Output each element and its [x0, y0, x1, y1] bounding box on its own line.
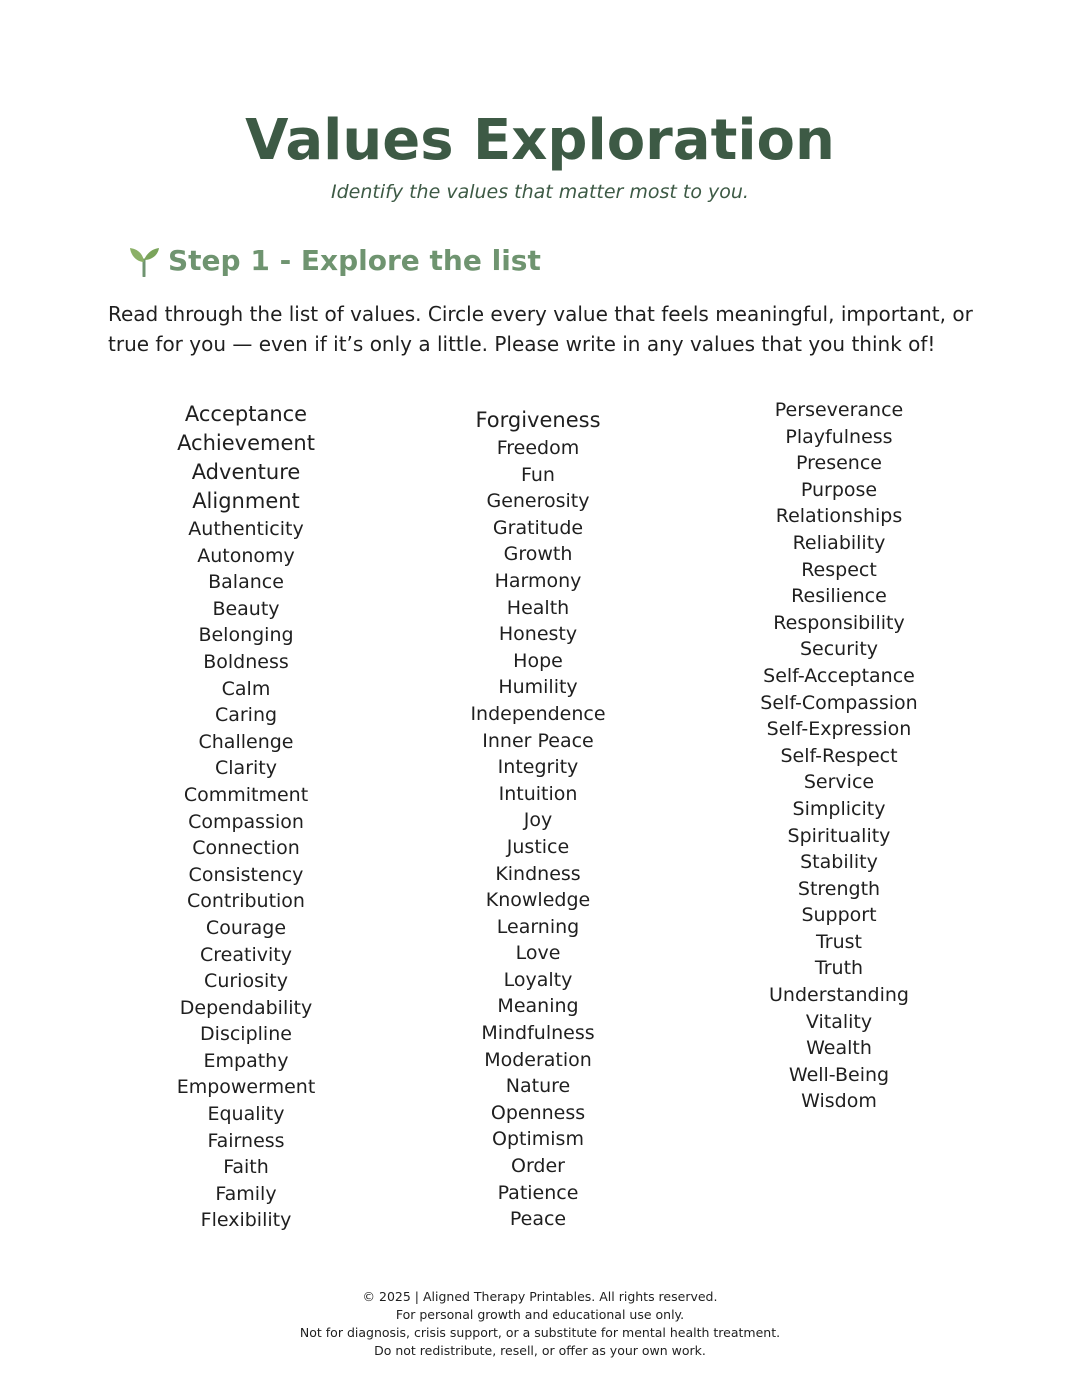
value-item: Empowerment [176, 1076, 316, 1099]
value-item: Mindfulness [481, 1022, 595, 1045]
value-item: Fun [521, 463, 555, 486]
values-column-2 [388, 405, 688, 1233]
value-item: Flexibility [200, 1209, 292, 1232]
value-item: Forgiveness [475, 408, 601, 432]
value-item: Security [799, 638, 879, 661]
value-item: Faith [223, 1156, 269, 1179]
value-item: Intuition [498, 782, 578, 805]
value-item: Beauty [212, 597, 280, 620]
footer-copyright: © 2025 | Aligned Therapy Printables. All rights reserved. [362, 1289, 718, 1304]
step-1-heading-text: Step 1 - Explore the list [168, 243, 541, 277]
value-item: Clarity [215, 757, 277, 780]
value-item: Patience [497, 1181, 579, 1204]
value-item: Trust [815, 930, 862, 953]
value-item: Vitality [805, 1010, 873, 1033]
value-item: Moderation [484, 1048, 592, 1071]
value-item: Compassion [188, 810, 304, 833]
value-item: Generosity [486, 490, 590, 513]
value-item: Purpose [800, 478, 878, 501]
value-item: Wisdom [801, 1090, 877, 1113]
value-item: Humility [498, 676, 578, 699]
page-subtitle: Identify the values that matter most to you. [331, 181, 749, 203]
value-item: Hope [513, 649, 563, 672]
value-item: Independence [470, 702, 606, 725]
values-column-3 [689, 397, 989, 1115]
value-item: Challenge [198, 730, 294, 753]
value-item: Playfulness [785, 425, 893, 448]
value-item: Authenticity [188, 518, 304, 540]
value-item: Honesty [498, 623, 578, 646]
value-item: Justice [506, 835, 570, 858]
value-item: Curiosity [204, 970, 288, 993]
value-item: Strength [797, 877, 881, 900]
value-item: Simplicity [792, 797, 886, 820]
value-item: Self-Respect [780, 744, 898, 767]
value-item: Balance [208, 571, 284, 594]
value-item: Achievement [177, 431, 315, 455]
value-item: Growth [503, 543, 573, 566]
page-title: Values Exploration [245, 108, 835, 173]
footer-distribution-note: Do not redistribute, resell, or offer as your own work. [374, 1343, 706, 1358]
value-item: Alignment [192, 489, 300, 513]
value-item: Well-Being [788, 1063, 890, 1086]
value-item: Gratitude [492, 516, 584, 539]
value-item: Respect [801, 558, 877, 581]
value-item: Health [506, 596, 570, 619]
value-item: Autonomy [197, 544, 295, 567]
value-item: Freedom [496, 437, 580, 459]
value-item: Nature [505, 1075, 571, 1098]
value-item: Harmony [494, 569, 582, 592]
value-item: Contribution [187, 890, 305, 913]
value-item: Self-Compassion [760, 691, 918, 714]
value-item: Fairness [207, 1129, 285, 1152]
value-item: Peace [509, 1208, 567, 1231]
value-item: Perseverance [774, 399, 904, 421]
value-item: Relationships [775, 505, 903, 528]
value-item: Openness [490, 1101, 586, 1124]
value-item: Inner Peace [482, 729, 594, 752]
value-item: Knowledge [485, 889, 591, 912]
value-item: Reliability [792, 531, 886, 554]
value-item: Commitment [183, 783, 309, 806]
footer-disclaimer: Not for diagnosis, crisis support, or a substitute for mental health treatment. [299, 1325, 781, 1340]
value-item: Connection [192, 837, 300, 860]
value-item: Order [511, 1155, 565, 1178]
value-item: Equality [207, 1103, 285, 1126]
value-item: Caring [214, 704, 278, 727]
value-item: Service [803, 771, 875, 794]
value-item: Spirituality [787, 824, 891, 847]
footer-usage-note: For personal growth and educational use only. [395, 1307, 685, 1322]
value-item: Kindness [495, 862, 581, 885]
value-item: Loyalty [503, 968, 573, 991]
step-1-heading [128, 243, 541, 277]
value-item: Dependability [179, 996, 313, 1019]
value-item: Optimism [492, 1128, 584, 1151]
values-column-1 [96, 400, 396, 1234]
value-item: Meaning [497, 995, 579, 1018]
value-item: Acceptance [184, 402, 308, 426]
value-item: Presence [796, 452, 882, 475]
value-item: Adventure [191, 460, 301, 484]
value-item: Joy [523, 809, 553, 832]
value-item: Self-Expression [766, 718, 912, 741]
value-item: Self-Acceptance [763, 664, 915, 687]
value-item: Truth [814, 957, 864, 980]
value-item: Courage [205, 916, 287, 939]
value-item: Belonging [198, 624, 294, 647]
value-item: Responsibility [773, 611, 905, 634]
value-item: Love [515, 942, 561, 965]
footer [0, 1288, 1080, 1360]
value-item: Wealth [806, 1037, 872, 1060]
value-item: Stability [800, 851, 878, 874]
value-item: Creativity [200, 943, 292, 966]
value-item: Discipline [200, 1023, 292, 1046]
value-item: Learning [496, 915, 580, 938]
value-item: Integrity [497, 756, 579, 779]
value-item: Family [215, 1182, 277, 1205]
value-item: Resilience [791, 585, 887, 608]
value-item: Consistency [188, 863, 304, 886]
value-item: Boldness [203, 650, 289, 673]
instructions-text: Read through the list of values. Circle every value that feels meaningful, important, or true for you — even if it’s only a little. Please write in any values that you think of! [108, 302, 973, 356]
value-item: Empathy [203, 1049, 289, 1072]
value-item: Understanding [769, 984, 909, 1007]
sprout-icon [128, 243, 160, 277]
value-item: Calm [221, 677, 271, 700]
value-item: Support [801, 904, 877, 927]
